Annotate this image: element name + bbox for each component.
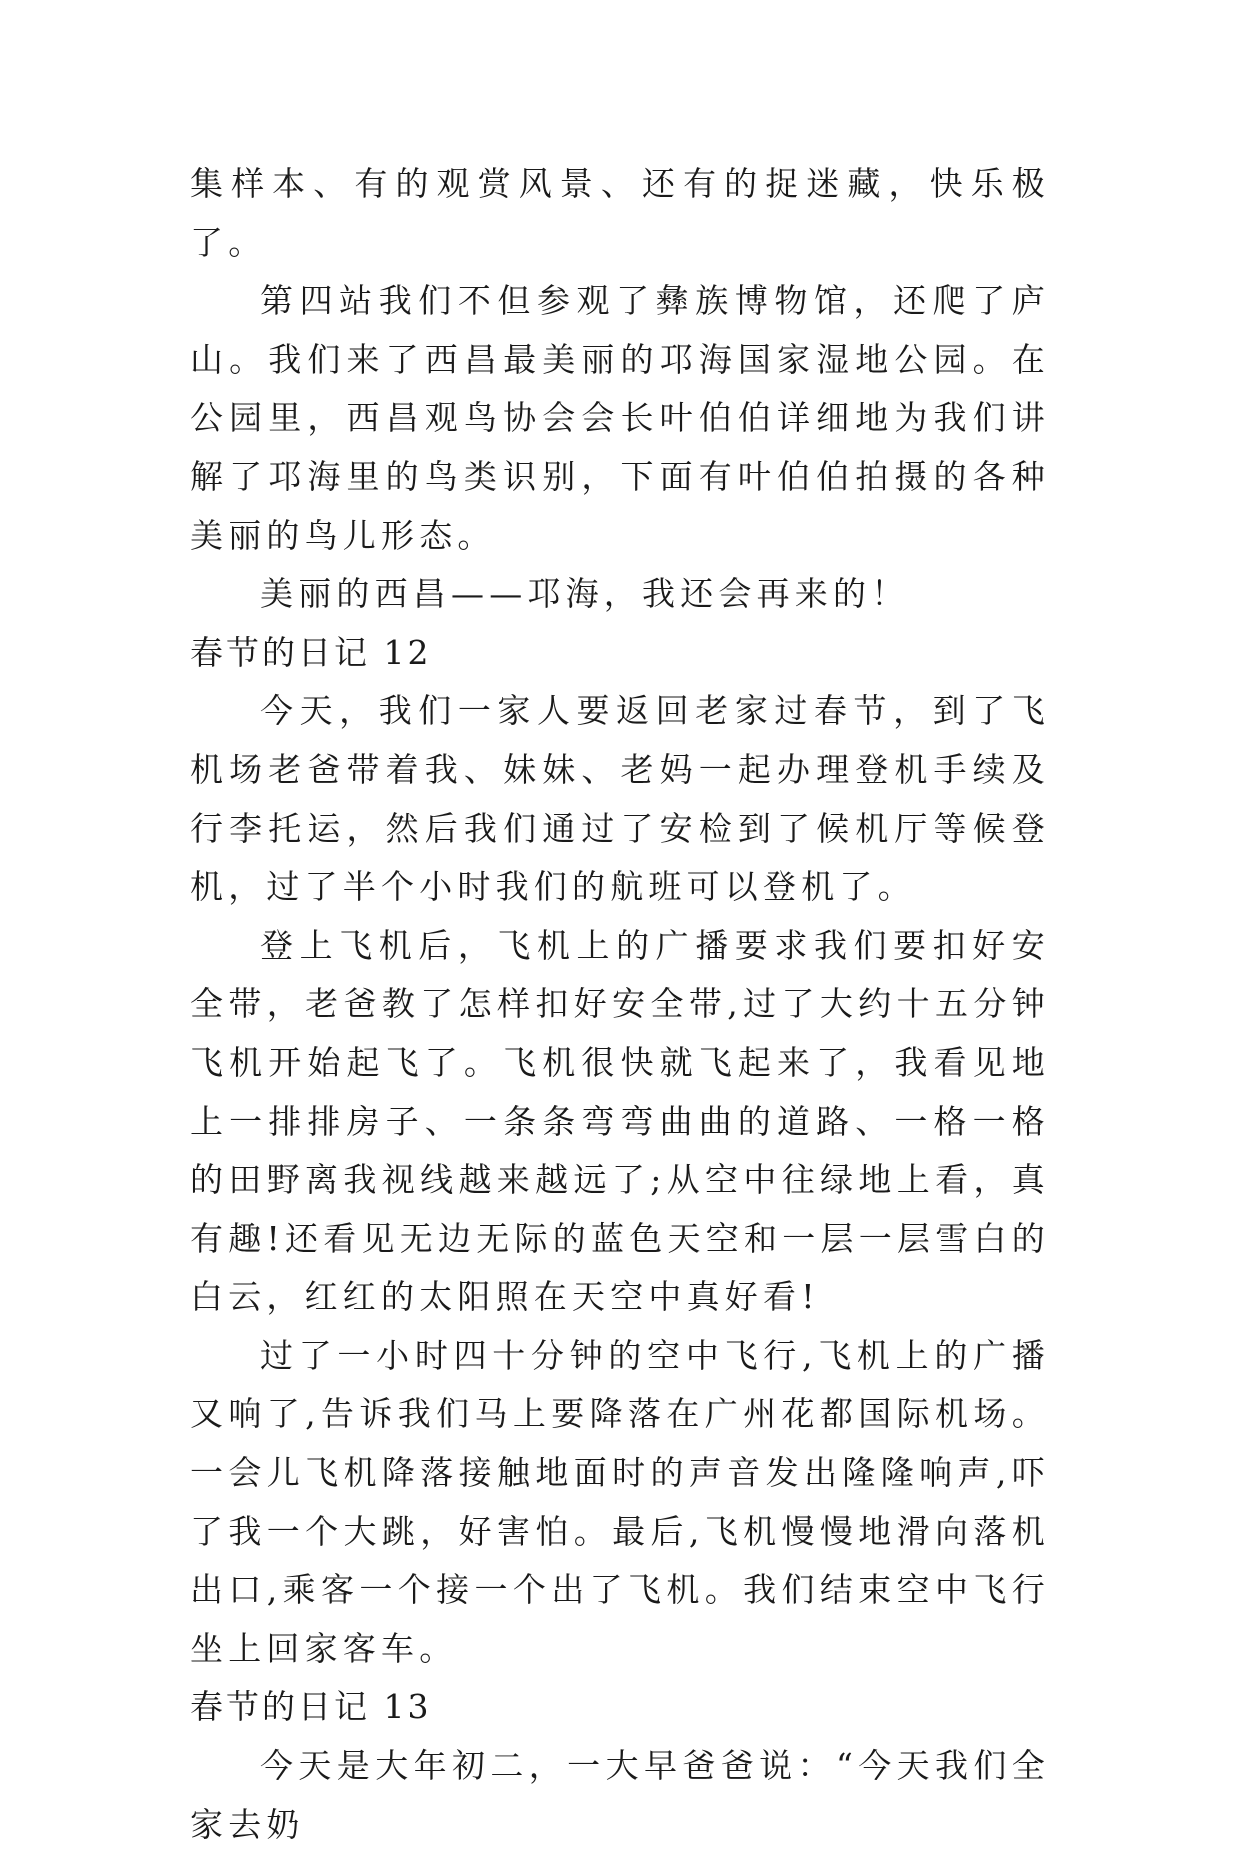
paragraph-landing: 过了一小时四十分钟的空中飞行,飞机上的广播又响了,告诉我们马上要降落在广州花都国际机场。一会儿飞机降落接触地面时的声音发出隆隆响声,吓了我一个大跳，好害怕。最后,飞机慢慢地滑向落机出口,乘客一个接一个出了飞机。我们结束空中飞行坐上回家客车。 — [190, 1335, 1050, 1668]
paragraph-takeoff: 登上飞机后，飞机上的广播要求我们要扣好安全带，老爸教了怎样扣好安全带,过了大约十五分钟飞机开始起飞了。飞机很快就飞起来了，我看见地上一排排房子、一条条弯弯曲曲的道路、一格一格的田野离我视线越来越远了;从空中往绿地上看，真有趣!还看见无边无际的蓝色天空和一层一层雪白的白云，红红的太阳照在天空中真好看! — [190, 925, 1050, 1317]
document-body — [190, 155, 1050, 1854]
diary-heading-12: 春节的日记 12 — [190, 632, 432, 672]
paragraph-second-day: 今天是大年初二，一大早爸爸说：“今天我们全家去奶 — [190, 1746, 1050, 1844]
paragraph-airport: 今天，我们一家人要返回老家过春节，到了飞机场老爸带着我、妹妹、老妈一起办理登机手续及行李托运，然后我们通过了安检到了候机厅等候登机，过了半个小时我们的航班可以登机了。 — [190, 691, 1050, 907]
paragraph-station-four: 第四站我们不但参观了彝族博物馆，还爬了庐山。我们来了西昌最美丽的邛海国家湿地公园。在公园里，西昌观鸟协会会长叶伯伯详细地为我们讲解了邛海里的鸟类识别，下面有叶伯伯拍摄的各种美丽的鸟儿形态。 — [190, 281, 1050, 555]
paragraph-continuation: 集样本、有的观赏风景、还有的捉迷藏，快乐极了。 — [190, 164, 1050, 262]
paragraph-xichang-closing: 美丽的西昌——邛海，我还会再来的！ — [260, 574, 910, 614]
diary-heading-13: 春节的日记 13 — [190, 1687, 432, 1727]
